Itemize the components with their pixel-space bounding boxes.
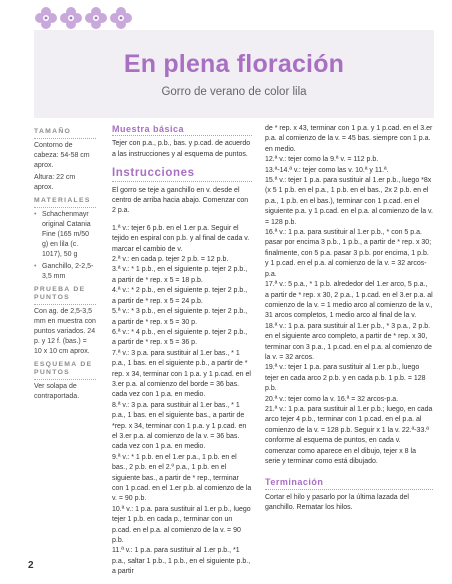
gauge-section	[34, 286, 96, 357]
size-section	[34, 128, 96, 193]
materials-item: • Ganchillo, 2-2,5-3,5 mm	[34, 262, 96, 282]
size-line: Altura: 22 cm aprox.	[34, 174, 76, 191]
instructions-column-1	[112, 124, 252, 578]
round-paragraph: 20.ª v.: tejer como la v. 16.ª = 32 arcos-p.a.	[265, 395, 399, 403]
chart-section	[34, 361, 96, 402]
finishing-text: Cortar el hilo y pasarlo por la última lazada del ganchillo. Rematar los hilos.	[265, 493, 409, 512]
round-paragraph: 1.ª v.: tejer 6 p.b. en el 1.er p.a. Seguir el tejido en espiral con p.b. y al final de cada v. marcar el cambio de v.	[112, 224, 250, 253]
page-title: En plena floración	[123, 50, 345, 78]
round-paragraph: 10.ª v.: 1 p.a. para sustituir al 1.er p.b., luego tejer 1 p.b. en cada p., terminar con un p.cad. en el p.a. al comienzo de la v. = 90 p.b.	[112, 505, 251, 545]
round-paragraph: 13.ª-14.ª v.: tejer como las v. 10.ª y 11.ª.	[265, 166, 389, 174]
round-paragraph: 3.ª v.: * 1 p.b., en el siguiente p. tejer 2 p.b., a partir de * rep. x 5 = 18 p.b.	[112, 266, 248, 284]
round-paragraph: 15.ª v.: tejer 1 p.a. para sustituir al 1.er p.b., luego *8x (x 5 1 p.b. en el p.a., 1 p.b. en el bas., 2x 2 p.b. en el p.a., 1 p.b. en el bas.), terminar con 1 p.cad. en el siguiente p.a. y 1 p.cad. en el p.a. al comienzo de la v. = 128 p.b.	[265, 177, 433, 226]
round-paragraph: 11.ª v.: 1 p.a. para sustituir al 1.er p.b., *1 p.a., saltar 1 p.b., 1 p.b., en el siguiente p.b., a partir	[112, 547, 251, 576]
instructions-intro: El gorro se teje a ganchillo en v. desde el centro de arriba hacia abajo. Comenzar con 2 p.a.	[112, 186, 249, 215]
basic-pattern-text: Tejer con p.a., p.b., bas. y p.cad. de acuerdo a las instrucciones y al esquema de puntos.	[112, 140, 251, 158]
round-paragraph: 7.ª v.: 3 p.a. para sustituir al 1.er bas., * 1 p.a., 1 bas. en el siguiente p.b., a partir de * rep. x 34, terminar con 1 p.a. y 1 p.cad. en el 3.er p.a. al comienzo del borde = 36 bas. cada vez con 1 p.a. en medio.	[112, 349, 251, 399]
size-heading: TAMAÑO	[34, 128, 96, 139]
round-paragraph: 5.ª v.: * 3 p.b., en el siguiente p. tejer 2 p.b., a partir de * rep. x 5 = 30 p.	[112, 308, 248, 326]
round-paragraph: 16.ª v.: 1 p.a. para sustituir al 1.er p.b., * con 5 p.a. pasar por encima 3 p.b., 1 p.b., a partir de * rep. x 30; finalmente, con 5 p.a. pasar 3 p.b. por encima, 1 p.b. y 1 p.cad. en el p.a. al comienzo de la v. = 32 arcos-p.a.	[265, 229, 432, 278]
basic-pattern-heading: Muestra básica	[112, 124, 252, 136]
materials-item: • Schachenmayr original Catania Fine (165 m/50 g) en lila (c. 1017), 50 g	[34, 210, 96, 260]
chart-line: Ver solapa de contraportada.	[34, 383, 80, 400]
round-paragraph: 19.ª v.: tejer 1 p.a. para sustituir al 1.er p.b., luego tejer en cada arco 2 p.b. y en cada p.b. 1 p.b. = 128 p.b.	[265, 364, 426, 393]
materials-heading: MATERIALES	[34, 197, 96, 208]
round-paragraph: 6.ª v.: * 4 p.b., en el siguiente p. tejer 2 p.b., a partir de * rep. x 5 = 36 p.	[112, 328, 248, 347]
round-paragraph: de * rep. x 43, terminar con 1 p.a. y 1 p.cad. en el 3.er p.a. al comienzo de la v. = 45 bas. siempre con 1 p.a. en medio.	[265, 125, 433, 153]
round-paragraph: 12.ª v.: tejer como la 9.ª v. = 112 p.b.	[265, 156, 379, 164]
flower-icon	[34, 6, 58, 30]
instructions-heading: Instrucciones	[112, 168, 252, 181]
round-paragraph: 4.ª v.: * 2 p.b., en el siguiente p. tejer 2 p.b., a partir de * rep. x 5 = 24 p.b.	[112, 287, 248, 305]
page-subtitle: Gorro de verano de color lila	[161, 86, 307, 98]
round-paragraph: 21.ª v.: 1 p.a. para sustituir al 1.er p.b.; luego, en cada arco tejer 4 p.b., terminar con 1 p.cad. en el p.a. al comienzo de la v. = 128 p.b. Seguir x 1 la v. 22.ª-33.ª conforme al esquema de puntos, en cada v. comenzar como aparece en el dibujo, tejer x 8 la serie y terminar como está dibujado.	[265, 405, 433, 465]
instructions-column-2	[265, 124, 433, 514]
flower-icon	[84, 6, 108, 30]
materials-section	[34, 197, 96, 282]
flower-ornaments	[34, 6, 133, 30]
round-paragraph: 2.ª v.: en cada p. tejer 2 p.b. = 12 p.b.	[112, 256, 229, 264]
info-sidebar	[34, 128, 96, 406]
page-number: 2	[28, 560, 34, 571]
size-line: Contorno de cabeza: 54-58 cm aprox.	[34, 142, 90, 169]
chart-heading: ESQUEMA DE PUNTOS	[34, 361, 96, 380]
gauge-heading: PRUEBA DE PUNTOS	[34, 286, 96, 305]
round-paragraph: 17.ª v.: 5 p.a., * 1 p.b. alrededor del 1.er arco, 5 p.a., a partir de * rep. x 30, 2 p.a., 1 p.cad. en el 3.er p.a. al comienzo de la v. = 1 medio arco al comienzo de la v., 31 arcos completos, 1 medio arco al final de la v.	[265, 281, 433, 320]
finishing-heading: Terminación	[265, 477, 433, 489]
gauge-line: Con ag. de 2,5-3,5 mm en muestra con puntos variados. 24 p. y 12 f. (bas.) = 10 x 10 cm aprox.	[34, 308, 96, 355]
round-paragraph: 8.ª v.: 3 p.a. para sustituir al 1.er bas., * 1 p.a., 1 bas. en el siguiente bas., a partir de *rep. x 34, terminar con 1 p.a. y 1 p.cad. en el 3.er p.a. al comienzo de la v. = 36 bas. cada vez con 1 p.a. en medio.	[112, 401, 247, 451]
flower-icon	[59, 6, 83, 30]
round-paragraph: 9.ª v.: * 1 p.b. en el 1.er p.a., 1 p.b. en el bas., 2 p.b. en el 2.º p.a., 1 p.b. en el siguiente bas., a partir de * rep., terminar con 1 p.cad. en el 1.er p.b. al comienzo de la v. = 90 p.b.	[112, 453, 252, 503]
round-paragraph: 18.ª v.: 1 p.a. para sustituir al 1.er p.b., * 3 p.a., 2 p.b. en el siguiente arco completo, a partir de * rep. x 30, terminar con 3 p.a., 1 p.cad. en el p.a. al comienzo de la v. = 32 arcos.	[265, 322, 432, 361]
flower-icon	[109, 6, 133, 30]
